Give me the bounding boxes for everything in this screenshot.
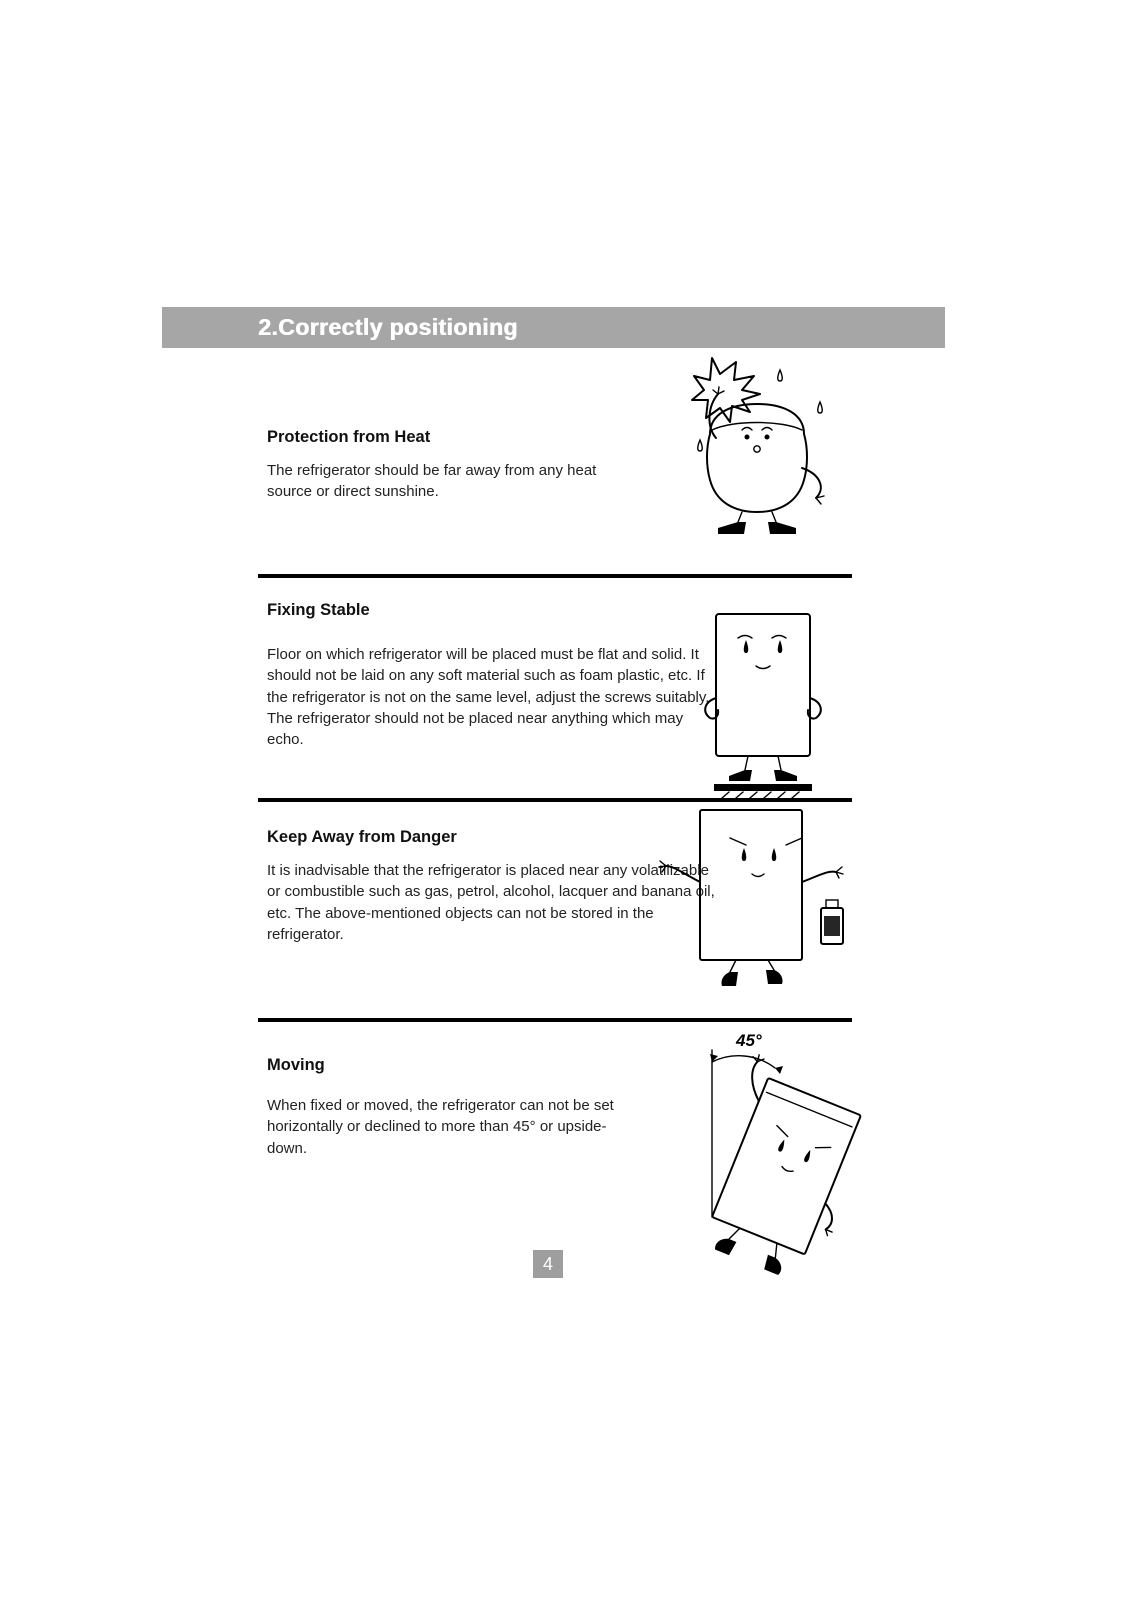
page-number-badge [533,1250,563,1278]
section-divider [258,574,852,578]
section-body: It is inadvisable that the refrigerator is placed near any volatilizable or combustible such as gas, petrol, alcohol, lacquer and banana oil, etc. The above-mentioned objects can not be stored in the refrigerator. [267,862,715,943]
refrigerator-character-drawing [648,804,858,1009]
section-title: Keep Away from Danger [267,828,457,846]
section-body: The refrigerator should be far away from any heat source or direct sunshine. [267,462,597,501]
section-protection-from-heat [267,428,639,503]
section-fixing-stable [267,601,719,750]
section-title: Fixing Stable [267,601,370,619]
page-title: 2.Correctly positioning [258,314,518,340]
section-body: Floor on which refrigerator will be placed must be flat and solid. It should not be laid on any soft material such as foam plastic, etc. If the refrigerator is not on the same level, adjust the screws suitably. The refrigerator should not be placed near anything which may echo. [267,646,710,749]
tilted-refrigerator-illustration [642,1022,877,1277]
refrigerator-with-bottle-illustration [648,804,858,1009]
refrigerator-character-drawing [650,350,865,560]
page-number: 4 [542,1253,553,1274]
angle-label: 45° [736,1031,762,1050]
section-moving [267,1056,631,1159]
section-title: Protection from Heat [267,428,431,446]
standing-refrigerator-illustration [688,608,838,803]
section-header-bar [162,307,945,348]
sweating-refrigerator-illustration [650,350,865,560]
refrigerator-character-drawing [642,1022,877,1277]
refrigerator-character-drawing [688,608,838,803]
section-body: When fixed or moved, the refrigerator can not be set horizontally or declined to more than 45° or upside-down. [267,1097,614,1157]
section-divider [258,798,852,802]
section-title: Moving [267,1056,325,1074]
